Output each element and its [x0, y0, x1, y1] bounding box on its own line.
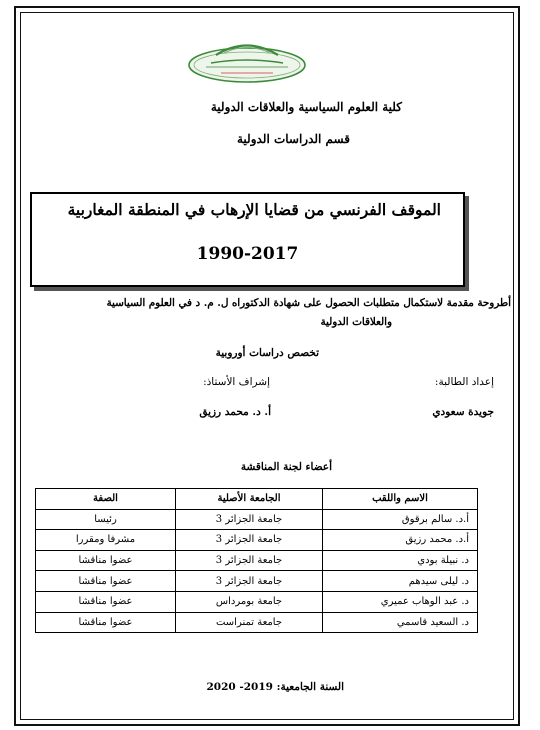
col-university-header: الجامعة الأصلية [176, 489, 323, 510]
table-row [36, 550, 478, 571]
member-university: جامعة بومرداس [176, 591, 323, 612]
prepared-by-label: إعداد الطالبة: [434, 376, 494, 388]
member-name: د. السعيد قاسمي [323, 612, 478, 633]
thesis-description-line2: والعلاقات الدولية [320, 316, 392, 328]
department-name: قسم الدراسات الدولية [236, 132, 350, 146]
student-name: جويدة سعودي [432, 406, 494, 418]
committee-title: أعضاء لجنة المناقشة [240, 461, 332, 473]
member-university: جامعة تمنراست [176, 612, 323, 633]
member-name: أ.د. محمد رزيق [323, 530, 478, 551]
member-role: عضوا مناقشا [36, 571, 176, 592]
col-role-header: الصفة [36, 489, 176, 510]
member-name: د. عبد الوهاب عميري [323, 591, 478, 612]
thesis-description-line1: أطروحة مقدمة لاستكمال متطلبات الحصول على شهادة الدكتوراه ل. م. د في العلوم السياسية [106, 297, 511, 309]
member-name: أ.د. سالم برقوق [323, 509, 478, 530]
member-university: جامعة الجزائر 3 [176, 530, 323, 551]
table-row [36, 612, 478, 633]
member-university: جامعة الجزائر 3 [176, 550, 323, 571]
university-logo [186, 40, 308, 84]
member-role: عضوا مناقشا [36, 612, 176, 633]
member-name: د. نبيلة بودي [323, 550, 478, 571]
table-row [36, 530, 478, 551]
table-header-row [36, 489, 478, 510]
thesis-years: 1990-2017 [196, 244, 299, 264]
academic-year: السنة الجامعية: 2019- 2020 [206, 681, 344, 693]
specialization: تخصص دراسات أوروبية [215, 347, 319, 359]
supervisor-label: إشراف الأستاذ: [203, 376, 270, 388]
member-role: عضوا مناقشا [36, 550, 176, 571]
table-row [36, 591, 478, 612]
thesis-title: الموقف الفرنسي من قضايا الإرهاب في المنطقة المغاربية [67, 200, 441, 219]
member-university: جامعة الجزائر 3 [176, 571, 323, 592]
title-box [30, 192, 465, 287]
member-role: عضوا مناقشا [36, 591, 176, 612]
table-row [36, 509, 478, 530]
supervisor-name: أ. د. محمد رزيق [199, 406, 271, 418]
table-row [36, 571, 478, 592]
member-role: مشرفا ومقررا [36, 530, 176, 551]
member-university: جامعة الجزائر 3 [176, 509, 323, 530]
faculty-name: كلية العلوم السياسية والعلاقات الدولية [210, 100, 402, 114]
member-name: د. ليلى سيدهم [323, 571, 478, 592]
committee-table [35, 488, 478, 633]
member-role: رئيسا [36, 509, 176, 530]
col-name-header: الاسم واللقب [323, 489, 478, 510]
